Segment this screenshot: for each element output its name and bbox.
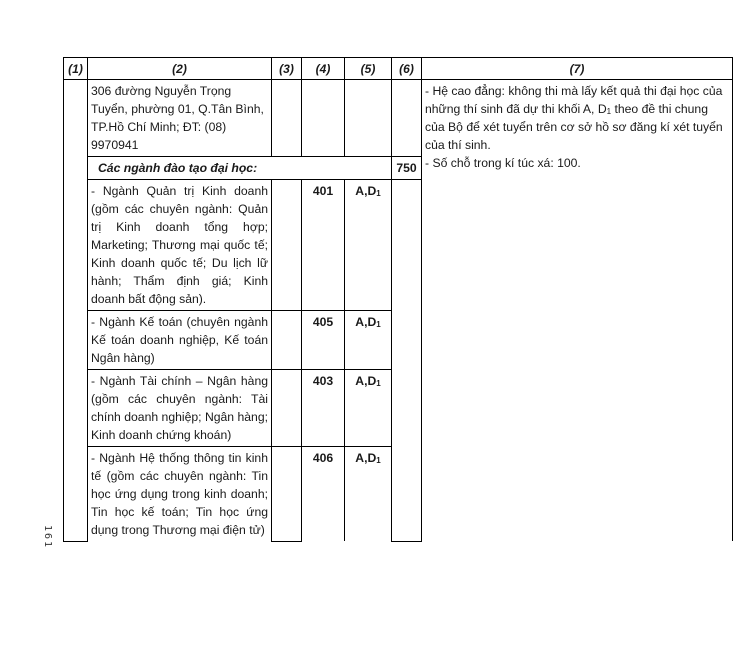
- col3-cell: [272, 80, 302, 157]
- col3-cell: [272, 370, 302, 447]
- col3-cell: [272, 447, 302, 542]
- major-code: 401: [302, 180, 345, 311]
- dorm-note: - Số chỗ trong kí túc xá: 100.: [425, 156, 581, 170]
- col-header-3: (3): [272, 58, 302, 80]
- section-title: Các ngành đào tạo đại học:: [88, 157, 392, 180]
- major-code: 406: [302, 447, 345, 542]
- address-row: [64, 80, 733, 157]
- major-code: 403: [302, 370, 345, 447]
- major-name: - Ngành Kế toán (chuyên ngành Kế toán doanh nghiệp, Kế toán Ngân hàng): [88, 311, 272, 370]
- admissions-table: [63, 57, 733, 542]
- col-header-7: (7): [422, 58, 733, 80]
- col6-cell: [392, 180, 422, 542]
- major-blocks: $A,D_1$: [345, 311, 392, 370]
- col3-cell: [272, 180, 302, 311]
- major-name: - Ngành Hệ thống thông tin kinh tế (gồm các chuyên ngành: Tin học ứng dụng trong kinh doanh; Tin học kế toán; Tin học ứng dụng trong Thương mại điện tử): [88, 447, 272, 542]
- col6-cell: [392, 80, 422, 157]
- col-header-6: (6): [392, 58, 422, 80]
- col-header-5: (5): [345, 58, 392, 80]
- col-header-1: (1): [64, 58, 88, 80]
- col4-cell: [302, 80, 345, 157]
- col5-cell: [345, 80, 392, 157]
- page-number: 161: [42, 525, 53, 550]
- major-blocks: $A,D_1$: [345, 447, 392, 542]
- col3-cell: [272, 311, 302, 370]
- college-note: - Hệ cao đẳng: không thi mà lấy kết quả thi đại học của những thí sinh đã dự thi khối A, $D_1$ theo đề thi chung của Bộ để xét tuyển trên cơ sở hồ sơ đăng kí xét tuyển của thí sinh.: [425, 84, 723, 152]
- major-blocks: $A,D_1$: [345, 370, 392, 447]
- col7-cell: [422, 180, 733, 542]
- major-row: [64, 180, 733, 311]
- header-row: [64, 58, 733, 80]
- major-code: 405: [302, 311, 345, 370]
- major-name: - Ngành Quản trị Kinh doanh (gồm các chuyên ngành: Quản trị Kinh doanh tổng hợp; Marketing; Thương mại quốc tế; Kinh doanh quốc tế; Du lịch lữ hành; Thẩm định giá; Kinh doanh bất động sản).: [88, 180, 272, 311]
- col-header-2: (2): [88, 58, 272, 80]
- col-header-4: (4): [302, 58, 345, 80]
- major-blocks: $A,D_1$: [345, 180, 392, 311]
- major-name: - Ngành Tài chính – Ngân hàng (gồm các chuyên ngành: Tài chính doanh nghiệp; Ngân hàng; Kinh doanh chứng khoán): [88, 370, 272, 447]
- section-quota: 750: [392, 157, 422, 180]
- notes-cell: [422, 80, 733, 180]
- col1-cell: [64, 80, 88, 542]
- address-cell: 306 đường Nguyễn Trọng Tuyển, phường 01, Q.Tân Bình, TP.Hồ Chí Minh; ĐT: (08) 9970941: [88, 80, 272, 157]
